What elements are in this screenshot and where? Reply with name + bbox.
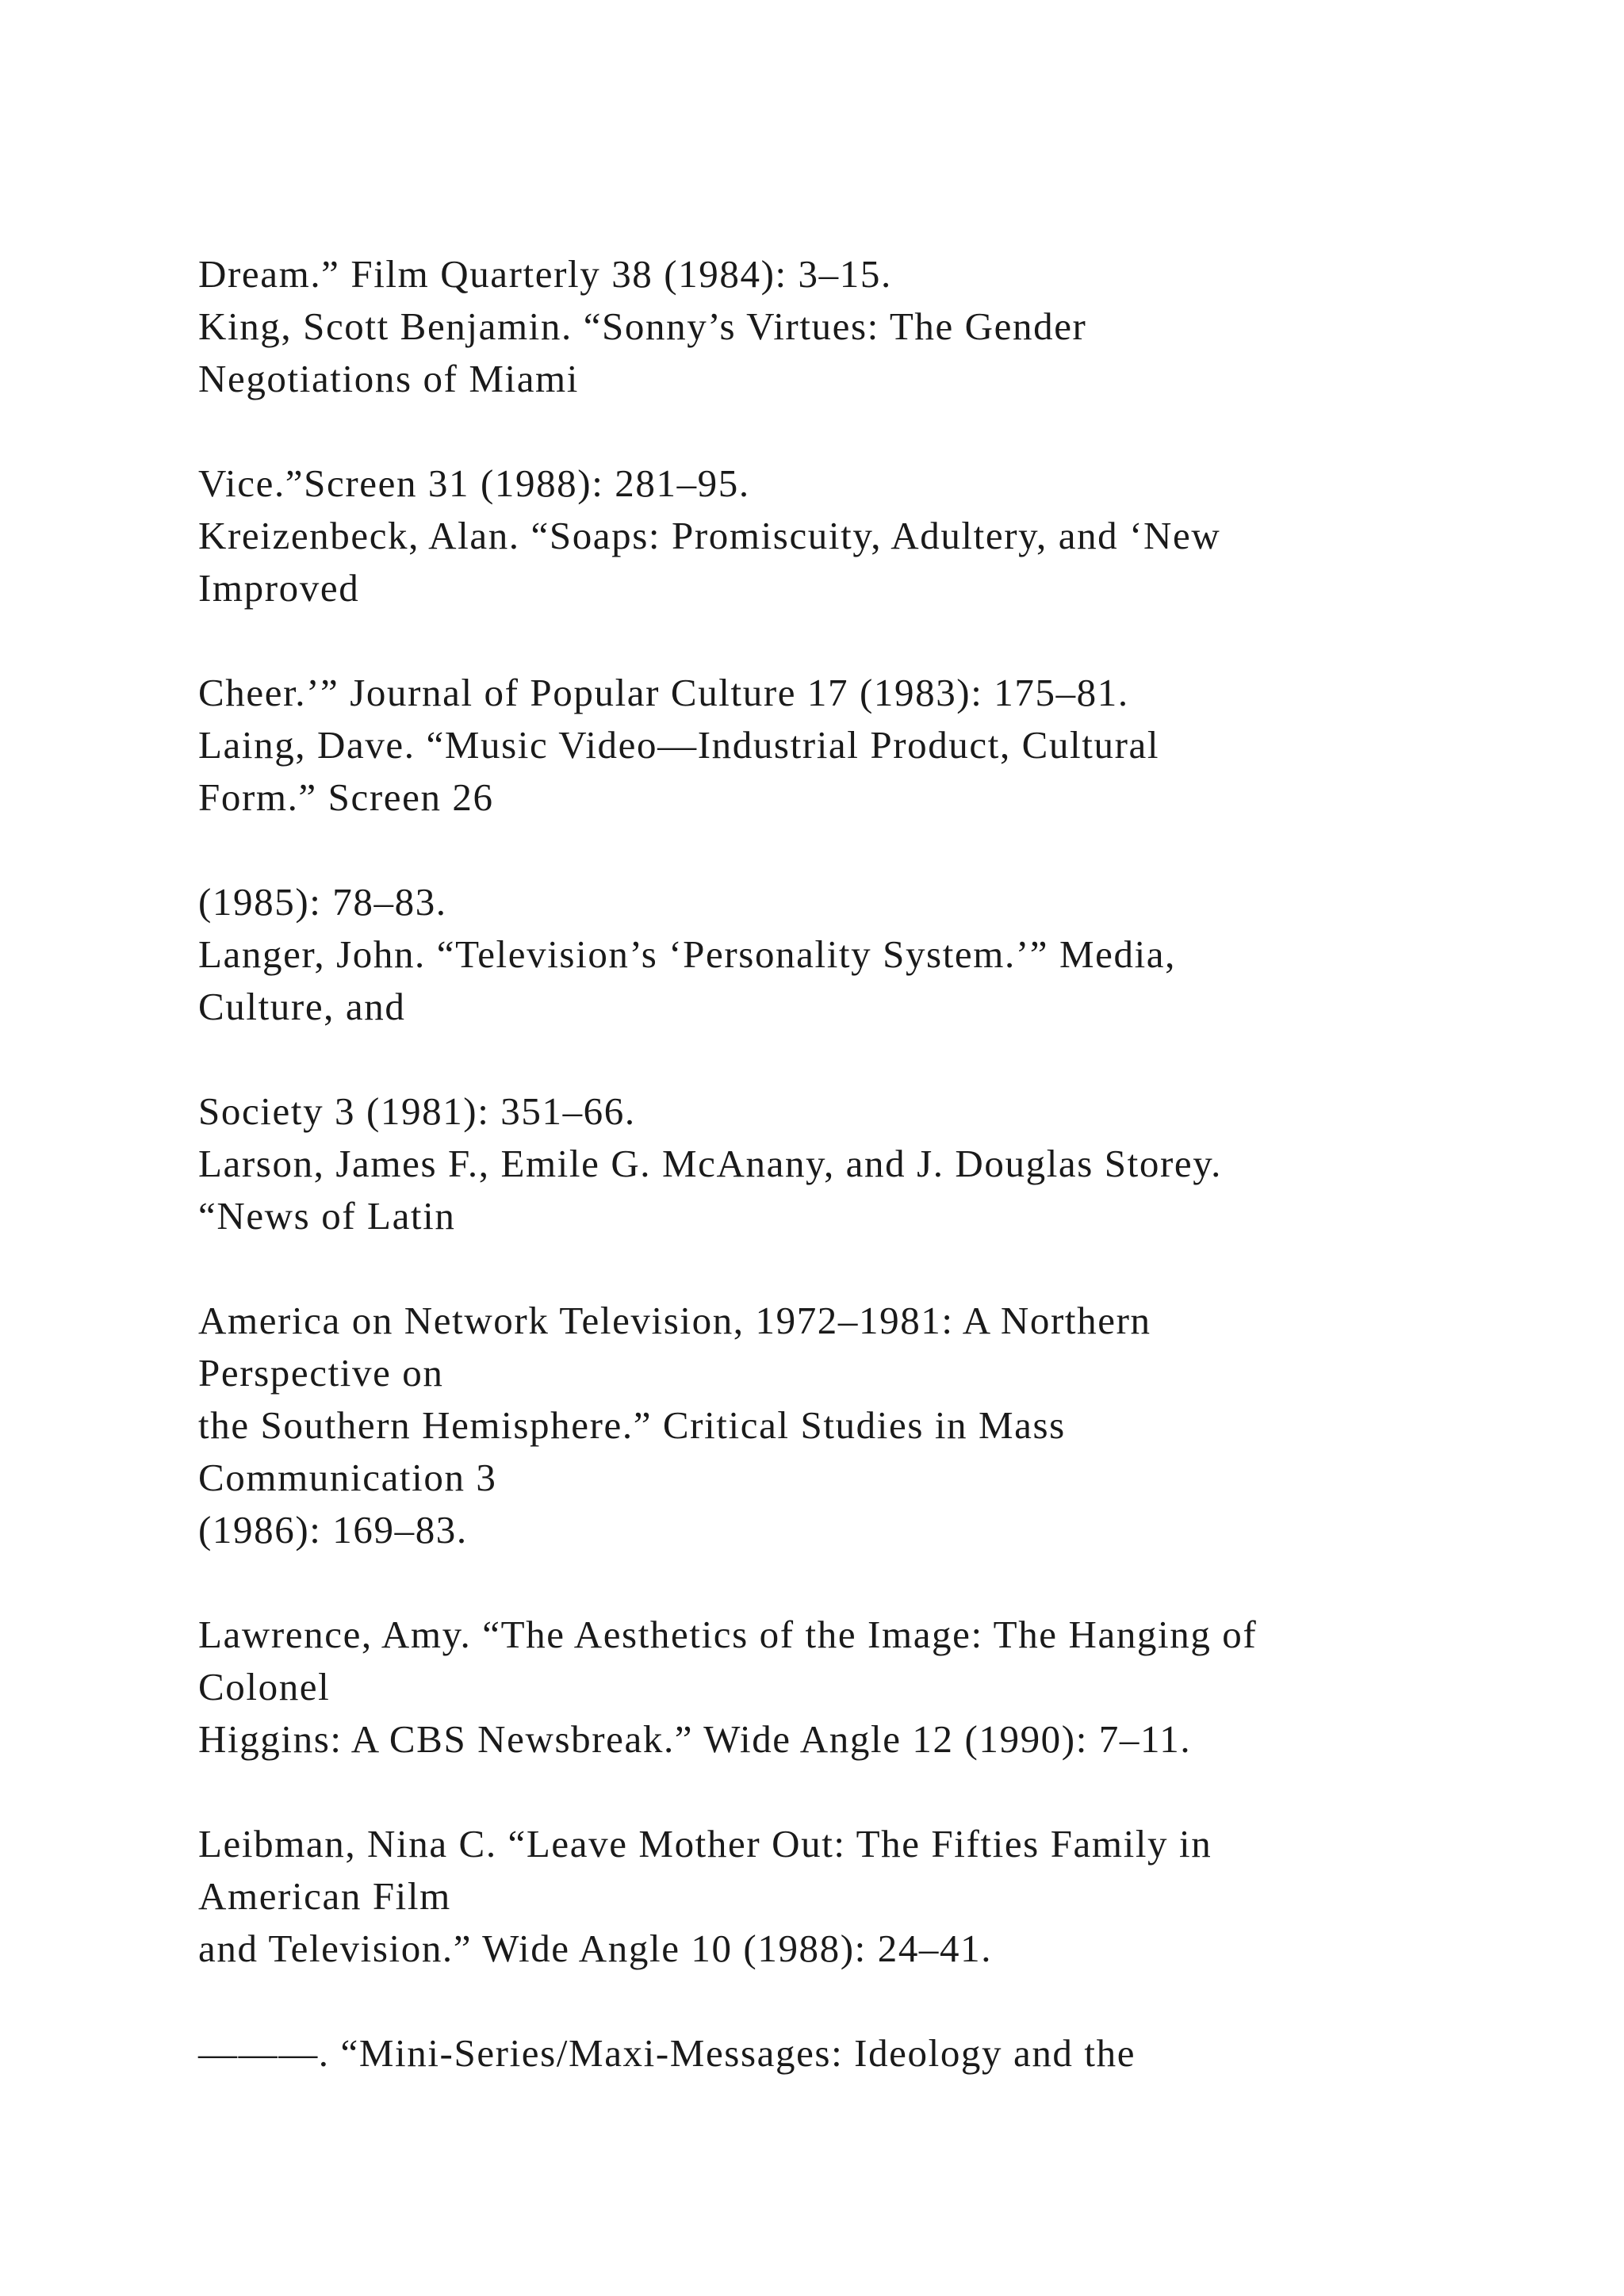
text-line: Perspective on <box>198 1351 444 1395</box>
blank-line <box>198 1033 1515 1085</box>
text-line: King, Scott Benjamin. “Sonny’s Virtues: The Gender <box>198 304 1087 348</box>
text-line: Higgins: A CBS Newsbreak.” Wide Angle 12 (1990): 7–11. <box>198 1717 1192 1761</box>
text-line: American Film <box>198 1874 451 1918</box>
text-line: Cheer.’” Journal of Popular Culture 17 (1983): 175–81. <box>198 671 1129 714</box>
text-line: Society 3 (1981): 351–66. <box>198 1089 636 1133</box>
blank-line <box>198 1975 1515 2027</box>
blank-line <box>198 824 1515 876</box>
text-line: and Television.” Wide Angle 10 (1988): 24–41. <box>198 1927 993 1970</box>
text-line: Improved <box>198 566 360 610</box>
text-line: Leibman, Nina C. “Leave Mother Out: The Fifties Family in <box>198 1822 1212 1866</box>
text-line: America on Network Television, 1972–1981: A Northern <box>198 1299 1151 1342</box>
text-line: Form.” Screen 26 <box>198 775 494 819</box>
text-line: “News of Latin <box>198 1194 456 1238</box>
blank-line <box>198 1242 1515 1295</box>
text-line: Dream.” Film Quarterly 38 (1984): 3–15. <box>198 252 892 296</box>
blank-line <box>198 405 1515 457</box>
text-line: Vice.”Screen 31 (1988): 281–95. <box>198 461 750 505</box>
text-line: Kreizenbeck, Alan. “Soaps: Promiscuity, Adultery, and ‘New <box>198 514 1221 557</box>
text-line: (1985): 78–83. <box>198 880 447 924</box>
text-line: Communication 3 <box>198 1456 497 1499</box>
text-line: Colonel <box>198 1665 331 1709</box>
text-line: the Southern Hemisphere.” Critical Studies in Mass <box>198 1403 1066 1447</box>
text-line: ———. “Mini-Series/Maxi-Messages: Ideology and the <box>198 2031 1136 2075</box>
text-line: Larson, James F., Emile G. McAnany, and J. Douglas Storey. <box>198 1142 1223 1185</box>
text-line: Lawrence, Amy. “The Aesthetics of the Image: The Hanging of <box>198 1613 1258 1656</box>
text-line: Negotiations of Miami <box>198 357 579 400</box>
bibliography-text <box>198 248 1515 2080</box>
blank-line <box>198 614 1515 667</box>
text-line: Langer, John. “Television’s ‘Personality System.’” Media, <box>198 932 1176 976</box>
blank-line <box>198 1766 1515 1818</box>
blank-line <box>198 1556 1515 1609</box>
text-line: (1986): 169–83. <box>198 1508 468 1552</box>
text-line: Culture, and <box>198 985 406 1028</box>
text-line: Laing, Dave. “Music Video—Industrial Product, Cultural <box>198 723 1160 767</box>
